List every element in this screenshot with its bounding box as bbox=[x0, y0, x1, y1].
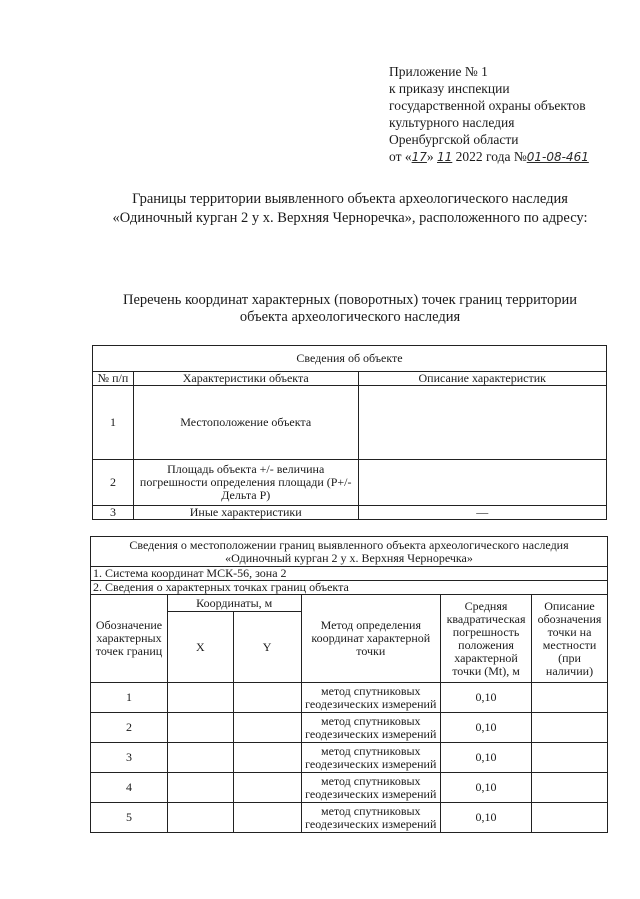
table-row bbox=[91, 803, 608, 833]
point-method: метод спутниковых геодезических измерений bbox=[301, 713, 441, 743]
coordinates-title-line2: объекта археологического наследия bbox=[239, 309, 461, 325]
col-header-characteristic: Характеристики объекта bbox=[133, 372, 358, 386]
location-caption-line2: «Одиночный курган 2 у х. Верхняя Черноречка» bbox=[225, 550, 473, 565]
col-header-coordinates: Координаты, м bbox=[167, 595, 301, 612]
point-id: 2 bbox=[91, 713, 168, 743]
table-row bbox=[91, 743, 608, 773]
point-error: 0,10 bbox=[441, 803, 532, 833]
date-prefix: от « bbox=[389, 149, 412, 164]
row-description bbox=[358, 386, 606, 460]
date-month-handwritten: 11 bbox=[437, 150, 453, 164]
inspection-name-line1: государственной охраны объектов bbox=[389, 98, 586, 113]
date-year: 2022 года № bbox=[452, 149, 527, 164]
points-info-row: 2. Сведения о характерных точках границ объекта bbox=[91, 581, 608, 595]
object-info-table bbox=[92, 345, 607, 520]
row-description bbox=[358, 460, 606, 506]
point-id: 1 bbox=[91, 683, 168, 713]
point-error: 0,10 bbox=[441, 683, 532, 713]
inspection-name-line2: культурного наследия bbox=[389, 115, 515, 130]
col-header-method: Метод определения координат характерной точки bbox=[301, 595, 441, 683]
boundaries-title bbox=[60, 190, 640, 228]
point-y bbox=[233, 773, 301, 803]
boundaries-title-line1: Границы территории выявленного объекта археологического наследия bbox=[132, 191, 568, 207]
row-num: 2 bbox=[93, 460, 134, 506]
location-caption-line1: Сведения о местоположении границ выявленного объекта археологического наследия bbox=[129, 537, 569, 552]
table-row bbox=[91, 713, 608, 743]
point-x bbox=[167, 743, 233, 773]
table-row bbox=[91, 683, 608, 713]
point-error: 0,10 bbox=[441, 713, 532, 743]
point-description bbox=[532, 713, 608, 743]
date-mid: » bbox=[426, 149, 438, 164]
region-line: Оренбургской области bbox=[389, 132, 519, 147]
point-y bbox=[233, 713, 301, 743]
appendix-header bbox=[389, 63, 629, 166]
col-header-description: Описание характеристик bbox=[358, 372, 606, 386]
row-num: 3 bbox=[93, 506, 134, 520]
col-header-y: Y bbox=[233, 612, 301, 683]
point-method: метод спутниковых геодезических измерений bbox=[301, 683, 441, 713]
location-caption bbox=[91, 537, 608, 567]
point-id: 3 bbox=[91, 743, 168, 773]
row-num: 1 bbox=[93, 386, 134, 460]
col-header-error: Средняя квадратическая погрешность положения характерной точки (Mt), м bbox=[441, 595, 532, 683]
coordinates-title-line1: Перечень координат характерных (поворотных) точек границ территории bbox=[122, 292, 578, 308]
row-characteristic: Иные характеристики bbox=[133, 506, 358, 520]
row-description: — bbox=[358, 506, 606, 520]
order-ref-line: к приказу инспекции bbox=[389, 81, 510, 96]
col-header-x: X bbox=[167, 612, 233, 683]
coordinates-title bbox=[60, 292, 640, 326]
table-row bbox=[91, 773, 608, 803]
point-method: метод спутниковых геодезических измерений bbox=[301, 773, 441, 803]
point-method: метод спутниковых геодезических измерений bbox=[301, 743, 441, 773]
coordinate-system-row: 1. Система координат МСК-56, зона 2 bbox=[91, 567, 608, 581]
point-description bbox=[532, 803, 608, 833]
point-x bbox=[167, 683, 233, 713]
order-number-handwritten: 01-08-461 bbox=[526, 150, 589, 164]
table-row bbox=[93, 386, 607, 460]
point-x bbox=[167, 713, 233, 743]
point-error: 0,10 bbox=[441, 743, 532, 773]
row-characteristic: Местоположение объекта bbox=[133, 386, 358, 460]
object-info-caption: Сведения об объекте bbox=[93, 346, 607, 372]
boundaries-title-line2: «Одиночный курган 2 у х. Верхняя Черноречка», расположенного по адресу: bbox=[112, 210, 588, 226]
row-characteristic: Площадь объекта +/- величина погрешности определения площади (P+/- Дельта P) bbox=[133, 460, 358, 506]
point-error: 0,10 bbox=[441, 773, 532, 803]
date-day-handwritten: 17 bbox=[411, 150, 427, 164]
col-header-designation: Обозначение характерных точек границ bbox=[91, 595, 168, 683]
col-header-point-description: Описание обозначения точки на местности (при наличии) bbox=[532, 595, 608, 683]
point-description bbox=[532, 773, 608, 803]
point-description bbox=[532, 683, 608, 713]
point-method: метод спутниковых геодезических измерений bbox=[301, 803, 441, 833]
point-id: 4 bbox=[91, 773, 168, 803]
point-x bbox=[167, 773, 233, 803]
point-y bbox=[233, 803, 301, 833]
location-table bbox=[90, 536, 608, 833]
table-row bbox=[93, 460, 607, 506]
table-row bbox=[93, 506, 607, 520]
point-id: 5 bbox=[91, 803, 168, 833]
point-y bbox=[233, 683, 301, 713]
col-header-num: № п/п bbox=[93, 372, 134, 386]
point-description bbox=[532, 743, 608, 773]
point-y bbox=[233, 743, 301, 773]
order-date-line bbox=[389, 148, 629, 166]
point-x bbox=[167, 803, 233, 833]
appendix-title: Приложение № 1 bbox=[389, 64, 488, 79]
